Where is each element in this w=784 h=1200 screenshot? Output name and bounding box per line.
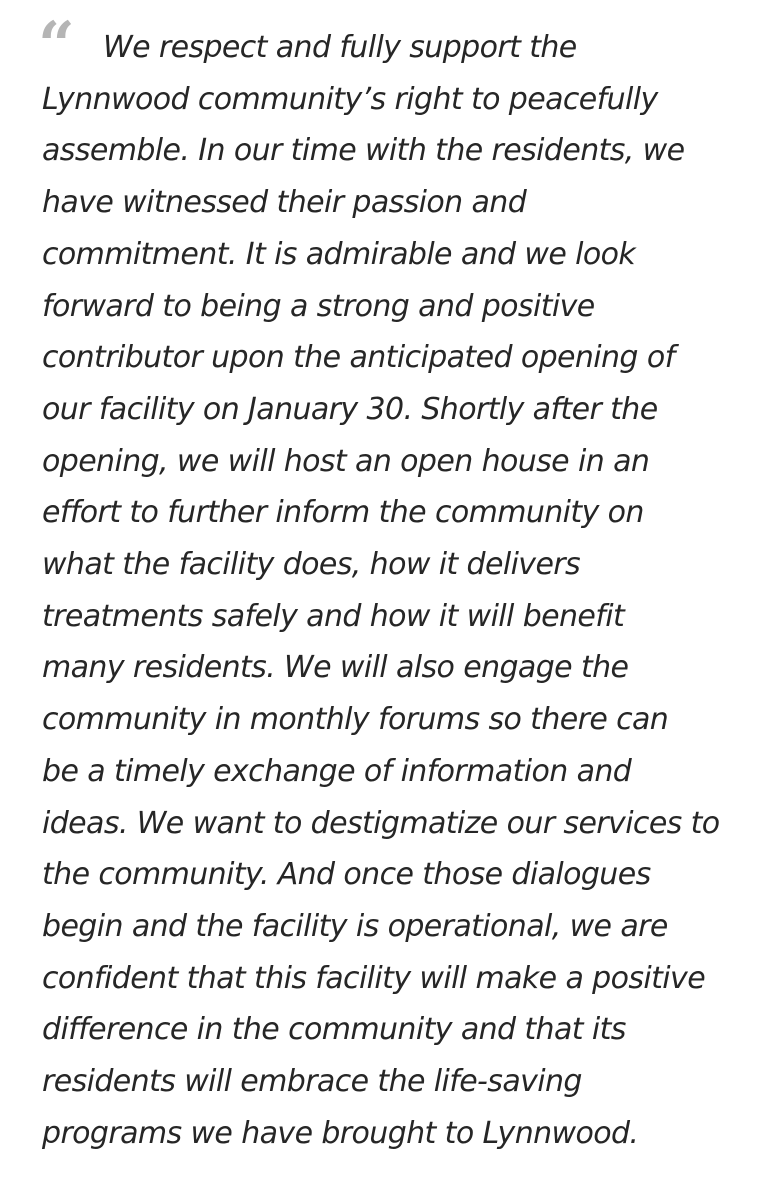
quote-line: programs we have brought to Lynnwood. [42, 1115, 639, 1151]
quote-line: what the facility does, how it delivers [42, 547, 581, 582]
quote-line: effort to further inform the community on [42, 495, 644, 531]
quote-line: our facility on January 30. Shortly after the [42, 391, 658, 427]
quote-line: contributor upon the anticipated opening of [42, 340, 675, 376]
quote-line: many residents. We will also engage the [42, 650, 629, 686]
quote-line: residents will embrace the life-saving [42, 1064, 582, 1099]
quote-line: have witnessed their passion and [42, 185, 527, 221]
quote-line: ideas. We want to destigmatize our services to [42, 805, 720, 841]
quote-line: be a timely exchange of information and [42, 753, 632, 789]
quote-line: community in monthly forums so there can [42, 702, 669, 738]
quote-line: assemble. In our time with the residents, we [42, 133, 685, 169]
quote-line: We respect and fully support the [103, 30, 577, 65]
quote-line: opening, we will host an open house in an [42, 443, 650, 479]
quote-line: forward to being a strong and positive [42, 288, 595, 324]
quote-line: difference in the community and that its [42, 1012, 626, 1048]
quote-line: begin and the facility is operational, we are [42, 908, 668, 944]
quote-line: the community. And once those dialogues [42, 857, 651, 893]
quote-line: confident that this facility will make a positive [42, 960, 706, 996]
quote-line: Lynnwood community’s right to peacefully [42, 81, 658, 117]
quote-line: commitment. It is admirable and we look [42, 236, 636, 272]
quote-mark-icon: “ [38, 8, 71, 83]
quote-line: treatments safely and how it will benefit [42, 598, 625, 634]
